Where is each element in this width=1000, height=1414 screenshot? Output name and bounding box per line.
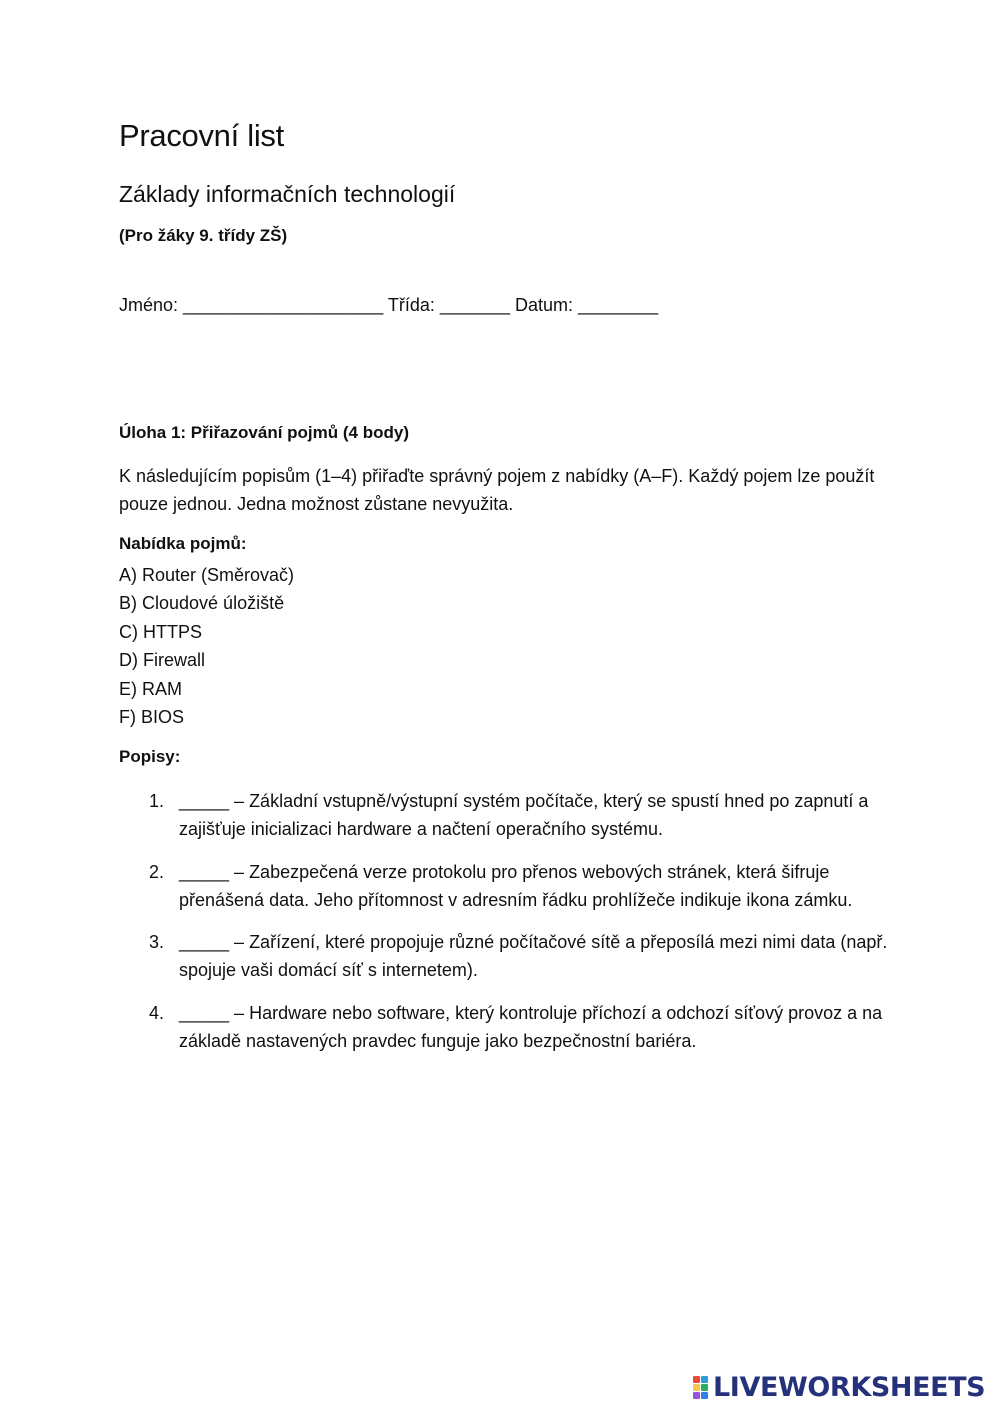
logo-square	[701, 1376, 708, 1383]
descriptions-heading: Popisy:	[119, 747, 181, 766]
logo-square	[693, 1392, 700, 1399]
page-subtitle: Základy informačních technologií	[119, 181, 456, 207]
description-text: _____ – Zařízení, které propojuje různé počítačové sítě a přeposílá mezi nimi data (např. spojuje vaši domácí síť s internetem).	[179, 932, 888, 981]
logo-square	[701, 1384, 708, 1391]
liveworksheets-logo-icon	[693, 1376, 708, 1399]
offer-item: D) Firewall	[119, 650, 206, 671]
audience-note: (Pro žáky 9. třídy ZŠ)	[119, 226, 288, 245]
student-info-text: Jméno: ____________________ Třída: _______ Datum: ________	[119, 295, 659, 315]
descriptions-list	[119, 787, 889, 1069]
description-text: _____ – Základní vstupně/výstupní systém počítače, který se spustí hned po zapnutí a zajišťuje inicializaci hardware a načtení operačního systému.	[179, 791, 869, 840]
logo-square	[693, 1384, 700, 1391]
offer-item: E) RAM	[119, 678, 182, 699]
offer-item: C) HTTPS	[119, 621, 202, 642]
logo-square	[701, 1392, 708, 1399]
description-number: 3.	[149, 932, 165, 953]
offer-heading: Nabídka pojmů:	[119, 534, 247, 553]
description-item	[119, 999, 889, 1056]
logo-text: LIVEWORKSHEETS	[713, 1372, 986, 1403]
description-item	[119, 787, 889, 844]
description-text: _____ – Zabezpečená verze protokolu pro přenos webových stránek, která šifruje přenášená data. Jeho přítomnost v adresním řádku prohlížeče indikuje ikona zámku.	[179, 861, 853, 910]
offer-item: A) Router (Směrovač)	[119, 565, 295, 585]
description-number: 1.	[149, 791, 165, 811]
logo-square	[693, 1376, 700, 1383]
task-1-heading: Úloha 1: Přiřazování pojmů (4 body)	[119, 423, 409, 442]
description-item	[119, 928, 889, 985]
offer-list	[119, 561, 294, 731]
offer-item: F) BIOS	[119, 707, 185, 728]
liveworksheets-logo	[693, 1372, 985, 1403]
description-text: _____ – Hardware nebo software, který kontroluje příchozí a odchozí síťový provoz a na základě nastavených pravdec funguje jako bezpečnostní bariéra.	[179, 1002, 883, 1052]
description-item	[119, 858, 889, 915]
page-title: Pracovní list	[119, 118, 284, 153]
description-number: 4.	[149, 1002, 165, 1023]
description-number: 2.	[149, 861, 165, 882]
offer-item: B) Cloudové úložiště	[119, 593, 285, 614]
task-1-instruction: K následujícím popisům (1–4) přiřaďte správný pojem z nabídky (A–F). Každý pojem lze použít pouze jednou. Jedna možnost zůstane nevyužita.	[119, 466, 875, 514]
student-info-line	[119, 295, 658, 316]
